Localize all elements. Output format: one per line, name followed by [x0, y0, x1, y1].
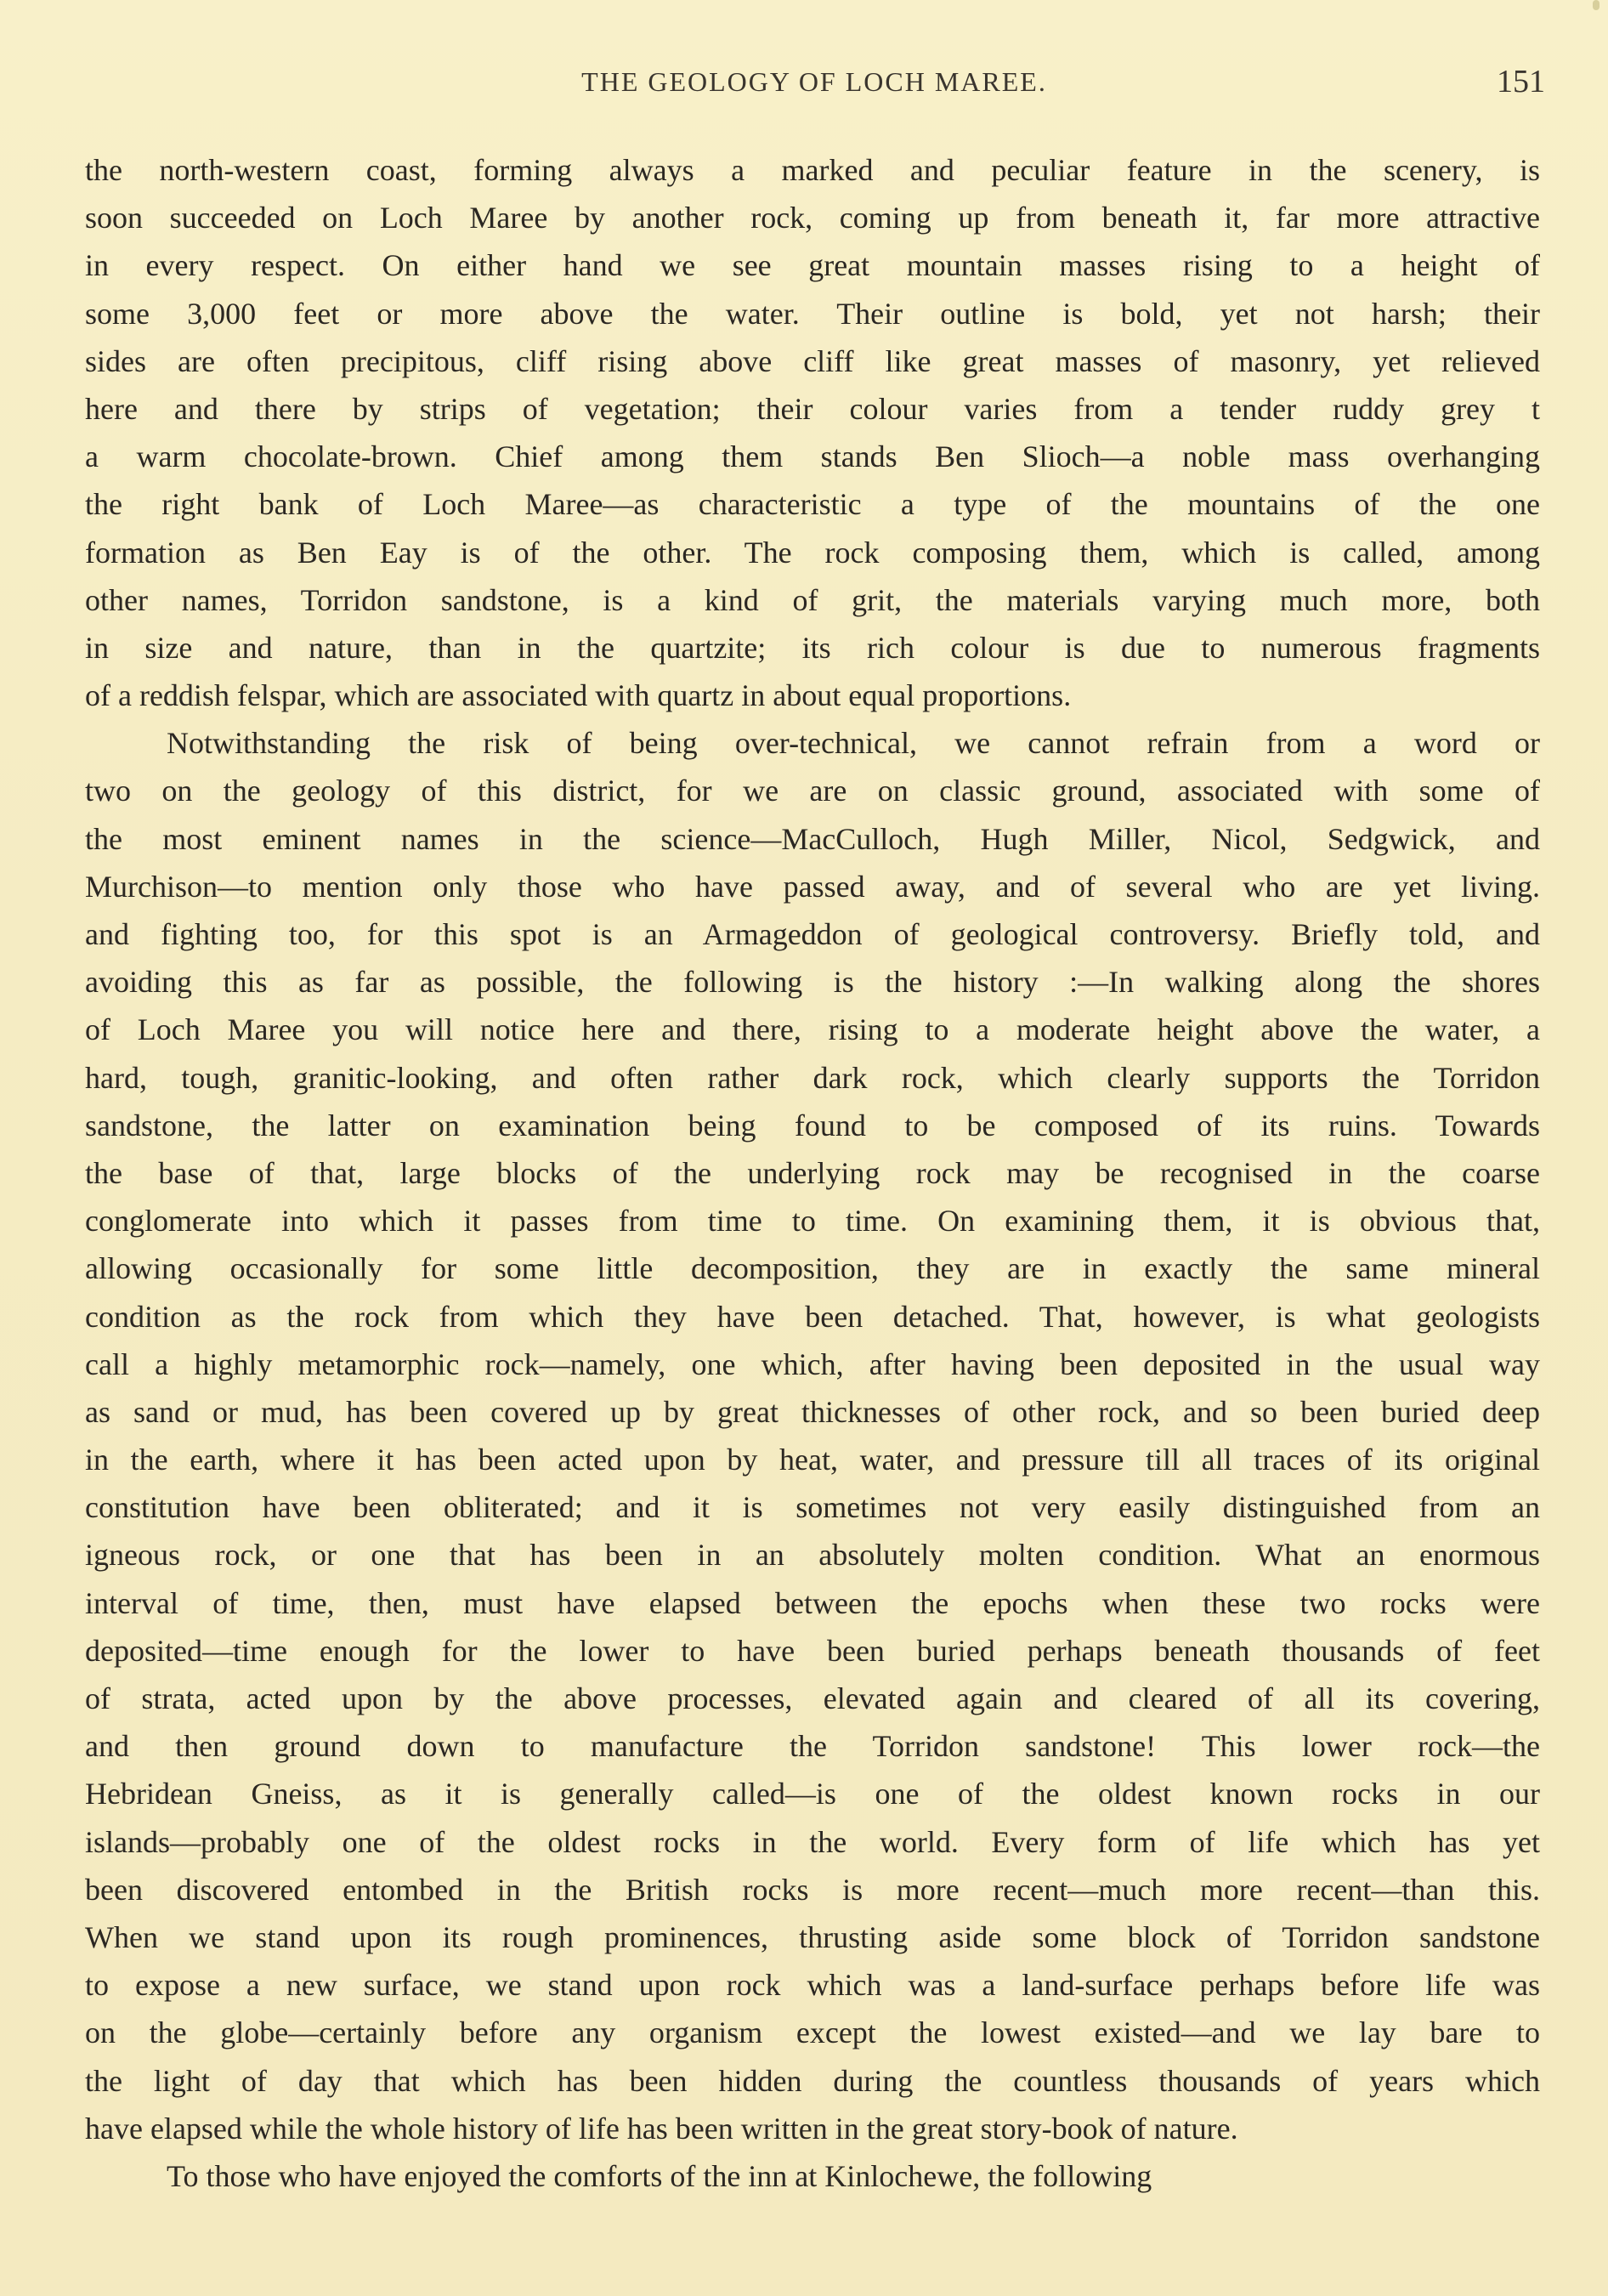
- text-line: soon succeeded on Loch Maree by another rock, coming up from beneath it, far more attractive: [85, 201, 1540, 235]
- text-line: When we stand upon its rough prominences, thrusting aside some block of Torridon sandstone: [85, 1919, 1540, 1954]
- text-line: other names, Torridon sandstone, is a kind of grit, the materials varying much more, both: [85, 582, 1540, 617]
- text-line: the base of that, large blocks of the underlying rock may be recognised in the coarse: [85, 1155, 1540, 1190]
- text-line: call a highly metamorphic rock—namely, one which, after having been deposited in the usual way: [85, 1346, 1540, 1381]
- text-line: hard, tough, granitic-looking, and often rather dark rock, which clearly supports the Torridon: [85, 1060, 1540, 1095]
- paragraph-start-line: Notwithstanding the risk of being over-technical, we cannot refrain from a word or: [167, 726, 1540, 761]
- text-line: of Loch Maree you will notice here and there, rising to a moderate height above the water, a: [85, 1012, 1540, 1047]
- text-line: and fighting too, for this spot is an Armageddon of geological controversy. Briefly told, and: [85, 917, 1540, 951]
- text-line: Murchison—to mention only those who have passed away, and of several who are yet living.: [85, 869, 1540, 904]
- text-line: as sand or mud, has been covered up by great thicknesses of other rock, and so been buried deep: [85, 1394, 1540, 1429]
- text-line: in size and nature, than in the quartzite; its rich colour is due to numerous fragments: [85, 630, 1540, 665]
- text-line: in the earth, where it has been acted upon by heat, water, and pressure till all traces of its original: [85, 1443, 1540, 1477]
- text-line: constitution have been obliterated; and it is sometimes not very easily distinguished from an: [85, 1490, 1540, 1525]
- text-line: a warm chocolate-brown. Chief among them stands Ben Slioch—a noble mass overhanging: [85, 439, 1540, 474]
- text-line: on the globe—certainly before any organism except the lowest existed—and we lay bare to: [85, 2015, 1540, 2050]
- text-line: deposited—time enough for the lower to have been buried perhaps beneath thousands of feet: [85, 1633, 1540, 1668]
- text-line: here and there by strips of vegetation; their colour varies from a tender ruddy grey t: [85, 391, 1540, 426]
- text-line: the light of day that which has been hidden during the countless thousands of years which: [85, 2063, 1540, 2098]
- text-line: the right bank of Loch Maree—as characteristic a type of the mountains of the one: [85, 487, 1540, 522]
- text-line: sides are often precipitous, cliff rising above cliff like great masses of masonry, yet relieved: [85, 343, 1540, 378]
- running-header: [83, 60, 1545, 111]
- text-line: and then ground down to manufacture the Torridon sandstone! This lower rock—the: [85, 1729, 1540, 1764]
- text-line: igneous rock, or one that has been in an absolutely molten condition. What an enormous: [85, 1538, 1540, 1573]
- text-line: two on the geology of this district, for we are on classic ground, associated with some of: [85, 774, 1540, 808]
- paragraph-start-line: To those who have enjoyed the comforts of the inn at Kinlochewe, the following: [167, 2158, 1152, 2193]
- page-number: 151: [1497, 64, 1545, 99]
- paragraph-end-line: of a reddish felspar, which are associated with quartz in about equal proportions.: [85, 678, 1072, 713]
- text-line: been discovered entombed in the British rocks is more recent—much more recent—than this.: [85, 1872, 1540, 1907]
- body-text: [85, 146, 1540, 2200]
- text-line: avoiding this as far as possible, the following is the history :—In walking along the shores: [85, 965, 1540, 1000]
- text-line: to expose a new surface, we stand upon rock which was a land-surface perhaps before life was: [85, 1968, 1540, 2003]
- text-line: in every respect. On either hand we see great mountain masses rising to a height of: [85, 248, 1540, 283]
- text-line: some 3,000 feet or more above the water. Their outline is bold, yet not harsh; their: [85, 296, 1540, 331]
- text-line: islands—probably one of the oldest rocks in the world. Every form of life which has yet: [85, 1824, 1540, 1859]
- text-line: formation as Ben Eay is of the other. The rock composing them, which is called, among: [85, 535, 1540, 570]
- text-line: of strata, acted upon by the above processes, elevated again and cleared of all its covering,: [85, 1681, 1540, 1715]
- paragraph-end-line: have elapsed while the whole history of life has been written in the great story-book of nature.: [85, 2111, 1238, 2146]
- running-title: THE GEOLOGY OF LOCH MAREE.: [581, 66, 1047, 97]
- text-line: the north-western coast, forming always a marked and peculiar feature in the scenery, is: [85, 153, 1540, 187]
- page-mark: [1593, 0, 1600, 10]
- text-line: Hebridean Gneiss, as it is generally called—is one of the oldest known rocks in our: [85, 1777, 1540, 1811]
- text-line: sandstone, the latter on examination being found to be composed of its ruins. Towards: [85, 1108, 1540, 1142]
- text-line: conglomerate into which it passes from time to time. On examining them, it is obvious that,: [85, 1204, 1540, 1239]
- text-line: interval of time, then, must have elapsed between the epochs when these two rocks were: [85, 1585, 1540, 1620]
- text-line: condition as the rock from which they have been detached. That, however, is what geologists: [85, 1299, 1540, 1334]
- text-line: the most eminent names in the science—MacCulloch, Hugh Miller, Nicol, Sedgwick, and: [85, 821, 1540, 856]
- text-line: allowing occasionally for some little decomposition, they are in exactly the same mineral: [85, 1251, 1540, 1286]
